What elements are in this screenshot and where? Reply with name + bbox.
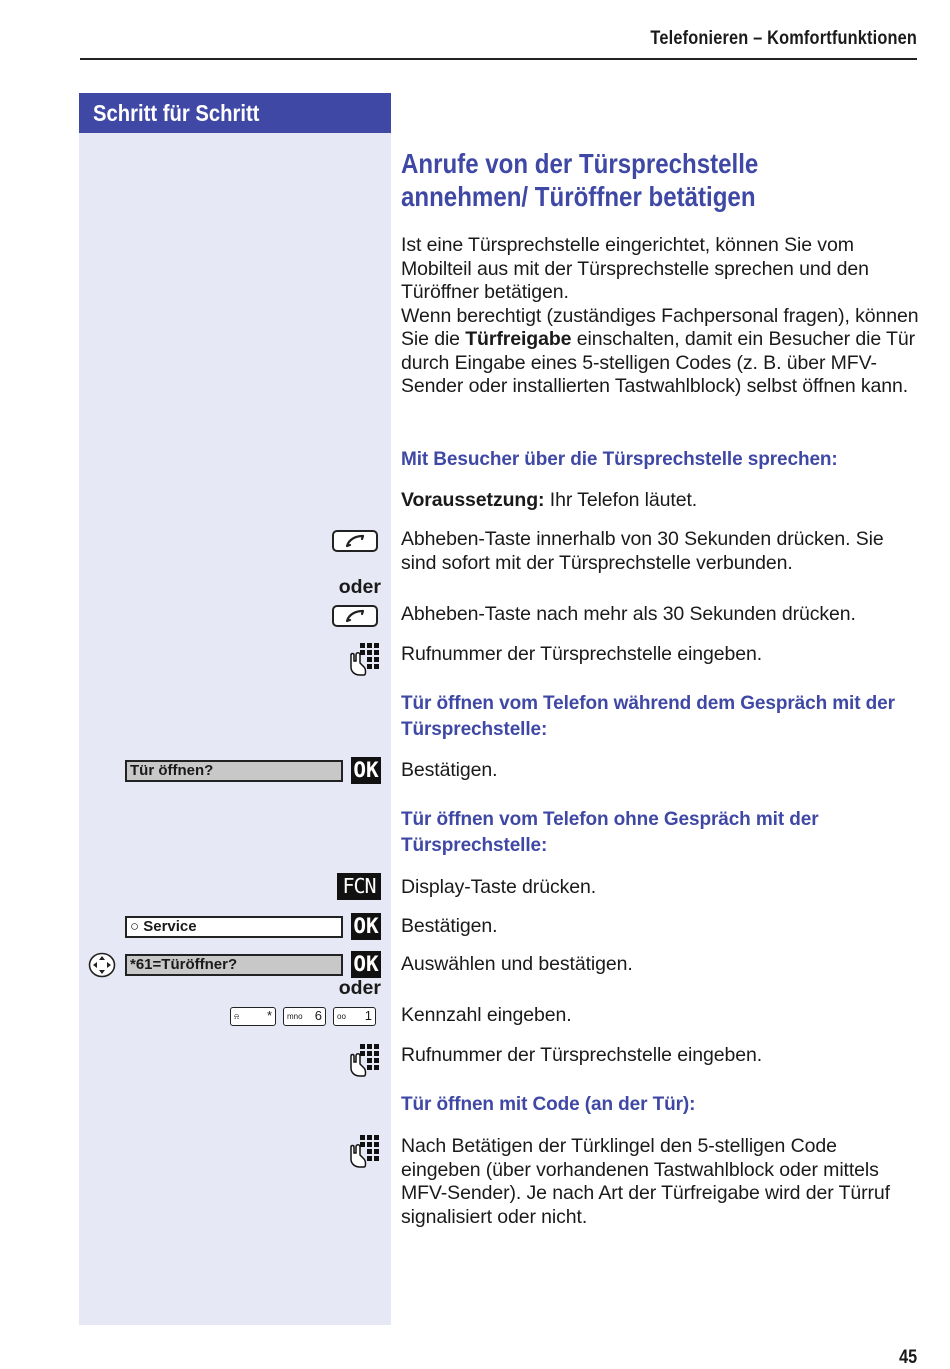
key-6: mno 6	[283, 1007, 326, 1026]
voicemail-icon: oo	[337, 1012, 346, 1021]
subheading-visitor: Mit Besucher über die Türsprechstelle sprechen:	[401, 449, 838, 470]
handset-key-icon	[332, 605, 378, 627]
keypad-hand-icon	[348, 1133, 380, 1169]
sidebar-heading-label: Schritt für Schritt	[93, 100, 260, 126]
step-sidebar	[79, 93, 391, 1325]
intro-line2: Wenn berechtigt (zuständiges Fachpersonal fragen), können Sie die Türfreigabe einschalten, damit ein Besucher die Tür durch Eingabe eines 5-stelligen Codes (z. B. über MFV-Sender oder installierten Tastwahlblock) selbst öffnen kann.	[401, 304, 919, 397]
oder-label: oder	[338, 576, 381, 598]
keypad-hand-icon	[348, 641, 380, 677]
step-enter-code: Kennzahl eingeben.	[401, 1004, 572, 1026]
sidebar-heading	[79, 93, 391, 133]
keypad-hand-icon	[348, 1042, 380, 1078]
ok-key: OK	[351, 757, 381, 784]
subheading-open-with-code: Tür öffnen mit Code (an der Tür):	[401, 1094, 696, 1115]
key-1: oo 1	[333, 1007, 376, 1026]
page-header-title: Telefonieren – Komfortfunktionen	[650, 28, 917, 49]
navigation-key-icon	[88, 952, 116, 978]
step-display-key: Display-Taste drücken.	[401, 876, 597, 898]
step-enter-number-2: Rufnummer der Türsprechstelle eingeben.	[401, 1044, 763, 1066]
radio-circle-icon: ○	[130, 918, 144, 935]
step-confirm: Bestätigen.	[401, 759, 498, 781]
ok-key: OK	[351, 913, 381, 940]
step-answer-30s: Abheben-Taste innerhalb von 30 Sekunden drücken. Sie sind sofort mit der Türsprechstelle verbunden.	[401, 528, 884, 574]
section-title: Anrufe von der Türsprechstelle annehmen/ Türöffner betätigen	[401, 148, 759, 212]
intro-line1: Ist eine Türsprechstelle eingerichtet, können Sie vom Mobilteil aus mit der Türsprechstelle sprechen und den Türöffner betätigen.	[401, 234, 869, 303]
feature-name: Türfreigabe	[465, 328, 572, 350]
step-confirm-service: Bestätigen.	[401, 915, 498, 937]
step-code-at-door: Nach Betätigen der Türklingel den 5-stelligen Code eingeben (über vorhandenen Tastwahlblock oder mittels MFV-Sender). Je nach Art der Türfreigabe wird der Türruf signalisiert oder nicht.	[401, 1135, 890, 1228]
display-door-code: *61=Türöffner?	[125, 954, 343, 976]
step-select-confirm: Auswählen und bestätigen.	[401, 953, 633, 975]
display-service: ○ Service	[125, 916, 343, 938]
bell-icon: ⍾	[234, 1012, 240, 1021]
header-divider	[80, 58, 917, 60]
precondition: Voraussetzung: Ihr Telefon läutet.	[401, 489, 698, 511]
intro-text	[401, 234, 921, 399]
page-number: 45	[899, 1347, 917, 1368]
star-key: ⍾ *	[230, 1007, 276, 1026]
subheading-open-during-call: Tür öffnen vom Telefon während dem Gespräch mit der Türsprechstelle:	[401, 693, 895, 740]
subheading-open-without-call: Tür öffnen vom Telefon ohne Gespräch mit der Türsprechstelle:	[401, 809, 819, 856]
ok-key: OK	[351, 951, 381, 978]
fcn-key: FCN	[337, 873, 381, 900]
display-door-open: Tür öffnen?	[125, 760, 343, 782]
step-answer-after-30s: Abheben-Taste nach mehr als 30 Sekunden drücken.	[401, 603, 856, 625]
step-enter-number: Rufnummer der Türsprechstelle eingeben.	[401, 643, 763, 665]
handset-key-icon	[332, 530, 378, 552]
oder-label: oder	[338, 977, 381, 999]
